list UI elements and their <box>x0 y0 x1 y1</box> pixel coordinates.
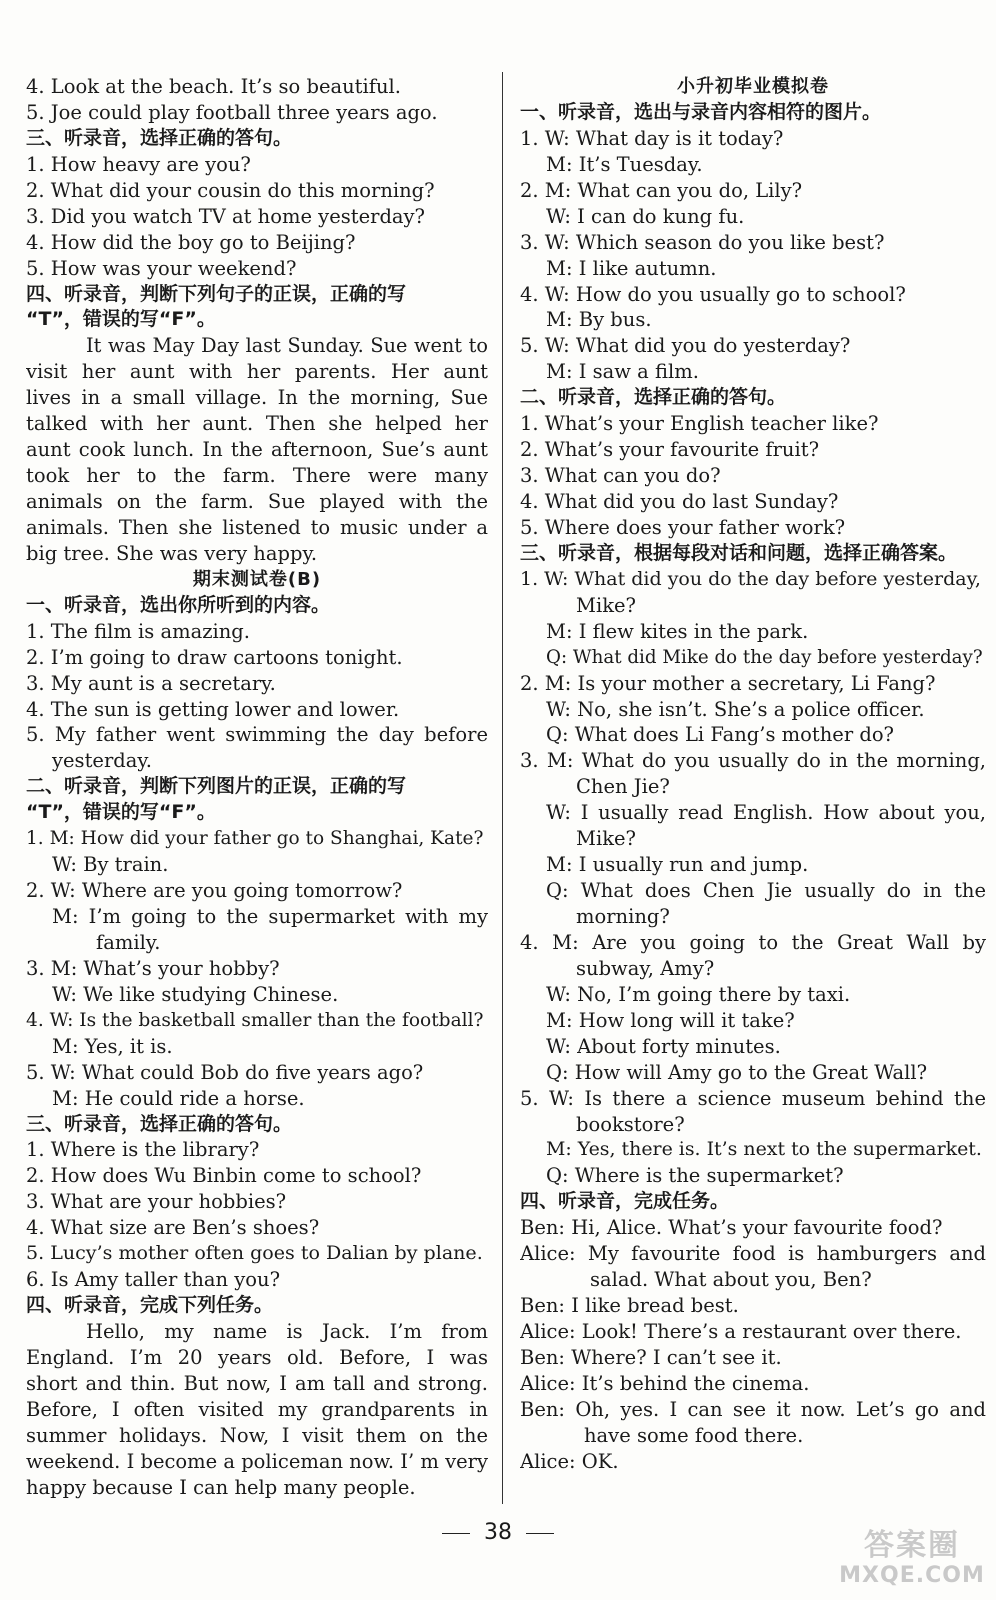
page-number-value: 38 <box>484 1520 512 1545</box>
right-line-40: 5. W: Is there a science museum behind the <box>520 1086 986 1110</box>
left-line-36: W: We like studying Chinese. <box>52 982 339 1006</box>
left-line-20: 期末测试卷(B) <box>192 568 322 590</box>
right-line-30: Mike? <box>576 827 637 851</box>
left-line-6: 3. Did you watch TV at home yesterday? <box>26 204 426 228</box>
left-line-32: 2. W: Where are you going tomorrow? <box>26 879 403 903</box>
right-line-42: M: Yes, there is. It’s next to the supermarket. <box>546 1138 982 1161</box>
left-line-50: England. I’m 20 years old. Before, I was <box>26 1345 488 1369</box>
right-line-22: M: I flew kites in the park. <box>546 619 809 643</box>
watermark-top-text: 答案圈 <box>864 1528 960 1563</box>
right-line-8: M: I like autumn. <box>546 256 717 280</box>
right-line-4: M: It’s Tuesday. <box>546 152 703 176</box>
left-line-42: 1. Where is the library? <box>26 1138 260 1162</box>
right-line-29: W: I usually read English. How about you, <box>546 801 986 825</box>
right-line-54: Alice: OK. <box>520 1449 619 1473</box>
left-line-5: 2. What did your cousin do this morning? <box>26 178 435 202</box>
right-line-5: 2. M: What can you do, Lily? <box>520 178 803 202</box>
left-line-51: short and thin. But now, I am tall and strong. <box>26 1371 488 1395</box>
right-line-35: subway, Amy? <box>576 956 715 980</box>
right-line-17: 4. What did you do last Sunday? <box>520 490 839 513</box>
right-line-27: 3. M: What do you usually do in the morning, <box>520 749 986 773</box>
right-line-43: Q: Where is the supermarket? <box>546 1164 844 1188</box>
left-line-46: 5. Lucy’s mother often goes to Dalian by plane. <box>26 1242 483 1265</box>
right-line-20: 1. W: What did you do the day before yesterday, <box>520 567 981 590</box>
right-line-14: 1. What’s your English teacher like? <box>520 412 879 436</box>
left-line-44: 3. What are your hobbies? <box>26 1190 287 1214</box>
left-line-27: yesterday. <box>52 749 152 773</box>
right-line-19: 三、听录音，根据每段对话和问题，选择正确答案。 <box>520 541 958 564</box>
right-line-13: 二、听录音，选择正确的答句。 <box>520 386 787 409</box>
left-line-45: 4. What size are Ben’s shoes? <box>26 1216 320 1240</box>
left-line-49: Hello, my name is Jack. I’m from <box>86 1320 488 1343</box>
left-line-40: M: He could ride a horse. <box>52 1086 305 1110</box>
right-line-28: Chen Jie? <box>576 775 670 799</box>
left-line-22: 1. The film is amazing. <box>26 619 250 643</box>
right-line-52: Ben: Oh, yes. I can see it now. Let’s go and <box>520 1397 986 1421</box>
right-line-47: salad. What about you, Ben? <box>590 1268 872 1292</box>
left-line-4: 1. How heavy are you? <box>26 152 251 176</box>
left-line-38: M: Yes, it is. <box>52 1034 173 1058</box>
right-line-10: M: By bus. <box>546 308 652 332</box>
right-line-11: 5. W: What did you do yesterday? <box>520 334 851 358</box>
left-line-31: W: By train. <box>52 853 169 877</box>
left-line-7: 4. How did the boy go to Beijing? <box>26 230 356 254</box>
right-line-1: 小升初毕业模拟卷 <box>677 76 829 97</box>
right-line-2: 一、听录音，选出与录音内容相符的图片。 <box>520 100 882 123</box>
left-line-53: summer holidays. Now, I visit them on the <box>26 1423 488 1447</box>
right-line-37: M: How long will it take? <box>546 1008 795 1032</box>
right-line-38: W: About forty minutes. <box>546 1034 781 1058</box>
left-line-39: 5. W: What could Bob do five years ago? <box>26 1060 424 1084</box>
left-line-30: 1. M: How did your father go to Shanghai, Kate? <box>26 828 484 850</box>
left-line-37: 4. W: Is the basketball smaller than the football? <box>26 1009 484 1031</box>
left-line-3: 三、听录音，选择正确的答句。 <box>26 126 293 149</box>
right-line-51: Alice: It’s behind the cinema. <box>520 1371 810 1395</box>
right-line-21: Mike? <box>576 593 637 617</box>
right-line-33: morning? <box>576 905 670 928</box>
column-divider <box>502 72 503 1504</box>
watermark-bottom-text: MXQE.COM <box>839 1563 985 1588</box>
left-line-43: 2. How does Wu Binbin come to school? <box>26 1164 422 1188</box>
left-line-15: aunt cook lunch. In the afternoon, Sue’s aunt <box>26 438 488 462</box>
right-line-45: Ben: Hi, Alice. What’s your favourite food? <box>520 1216 943 1240</box>
left-line-19: big tree. She was very happy. <box>26 541 318 565</box>
left-column <box>26 74 488 1501</box>
left-line-24: 3. My aunt is a secretary. <box>26 671 276 695</box>
right-line-41: bookstore? <box>576 1112 685 1136</box>
left-line-14: talked with her aunt. Then she helped her <box>26 412 488 436</box>
page-number-dash-left <box>442 1533 470 1534</box>
left-line-21: 一、听录音，选出你所听到的内容。 <box>26 593 331 616</box>
left-line-9: 四、听录音，判断下列句子的正误，正确的写 <box>26 282 407 305</box>
right-line-49: Alice: Look! There’s a restaurant over there. <box>520 1320 962 1343</box>
right-line-7: 3. W: Which season do you like best? <box>520 230 885 254</box>
left-line-18: animals. Then she listened to music under a <box>26 515 488 539</box>
right-line-46: Alice: My favourite food is hamburgers and <box>520 1242 986 1266</box>
left-line-48: 四、听录音，完成下列任务。 <box>26 1294 274 1317</box>
left-line-26: 5. My father went swimming the day before <box>26 723 488 747</box>
left-line-17: animals on the farm. Sue played with the <box>26 490 488 513</box>
right-column <box>520 74 986 1475</box>
right-line-36: W: No, I’m going there by taxi. <box>546 982 851 1006</box>
left-line-29: “T”，错误的写“F”。 <box>26 801 216 824</box>
right-line-24: 2. M: Is your mother a secretary, Li Fang? <box>520 671 936 695</box>
left-line-33: M: I’m going to the supermarket with my <box>52 905 488 928</box>
left-line-54: weekend. I become a policeman now. I’ m very <box>26 1449 488 1473</box>
left-line-8: 5. How was your weekend? <box>26 256 297 280</box>
right-line-31: M: I usually run and jump. <box>546 853 809 877</box>
left-line-47: 6. Is Amy taller than you? <box>26 1268 281 1292</box>
left-line-1: 4. Look at the beach. It’s so beautiful. <box>26 75 401 98</box>
left-line-16: took her to the farm. There were many <box>26 464 488 488</box>
right-line-53: have some food there. <box>584 1423 804 1447</box>
left-line-41: 三、听录音，选择正确的答句。 <box>26 1112 293 1135</box>
page-number-dash-right <box>526 1533 554 1534</box>
right-line-18: 5. Where does your father work? <box>520 515 846 539</box>
right-line-23: Q: What did Mike do the day before yesterday? <box>546 646 983 668</box>
right-line-12: M: I saw a film. <box>546 360 699 384</box>
right-line-9: 4. W: How do you usually go to school? <box>520 282 906 306</box>
left-line-25: 4. The sun is getting lower and lower. <box>26 697 400 721</box>
left-line-13: lives in a small village. In the morning, Sue <box>26 386 488 410</box>
left-line-23: 2. I’m going to draw cartoons tonight. <box>26 645 403 669</box>
watermark-logo <box>838 1528 986 1592</box>
right-line-50: Ben: Where? I can’t see it. <box>520 1345 782 1369</box>
left-line-10: “T”，错误的写“F”。 <box>26 308 216 331</box>
left-line-12: visit her aunt with her parents. Her aunt <box>26 360 488 384</box>
left-line-35: 3. M: What’s your hobby? <box>26 956 280 980</box>
right-line-16: 3. What can you do? <box>520 464 721 488</box>
right-line-25: W: No, she isn’t. She’s a police officer. <box>546 697 925 721</box>
left-line-11: It was May Day last Sunday. Sue went to <box>86 334 488 358</box>
left-line-2: 5. Joe could play football three years ago. <box>26 100 438 124</box>
right-line-6: W: I can do kung fu. <box>546 204 745 228</box>
right-line-15: 2. What’s your favourite fruit? <box>520 438 820 462</box>
right-line-34: 4. M: Are you going to the Great Wall by <box>520 930 986 954</box>
right-line-44: 四、听录音，完成任务。 <box>520 1190 730 1213</box>
left-line-52: Before, I often visited my grandparents in <box>26 1397 488 1421</box>
left-line-28: 二、听录音，判断下列图片的正误，正确的写 <box>26 775 407 798</box>
left-line-34: family. <box>96 930 161 954</box>
right-line-48: Ben: I like bread best. <box>520 1294 739 1318</box>
right-line-39: Q: How will Amy go to the Great Wall? <box>546 1060 928 1084</box>
right-line-3: 1. W: What day is it today? <box>520 126 784 150</box>
left-line-55: happy because I can help many people. <box>26 1475 416 1499</box>
right-line-26: Q: What does Li Fang’s mother do? <box>546 723 895 747</box>
right-line-32: Q: What does Chen Jie usually do in the <box>546 879 986 903</box>
